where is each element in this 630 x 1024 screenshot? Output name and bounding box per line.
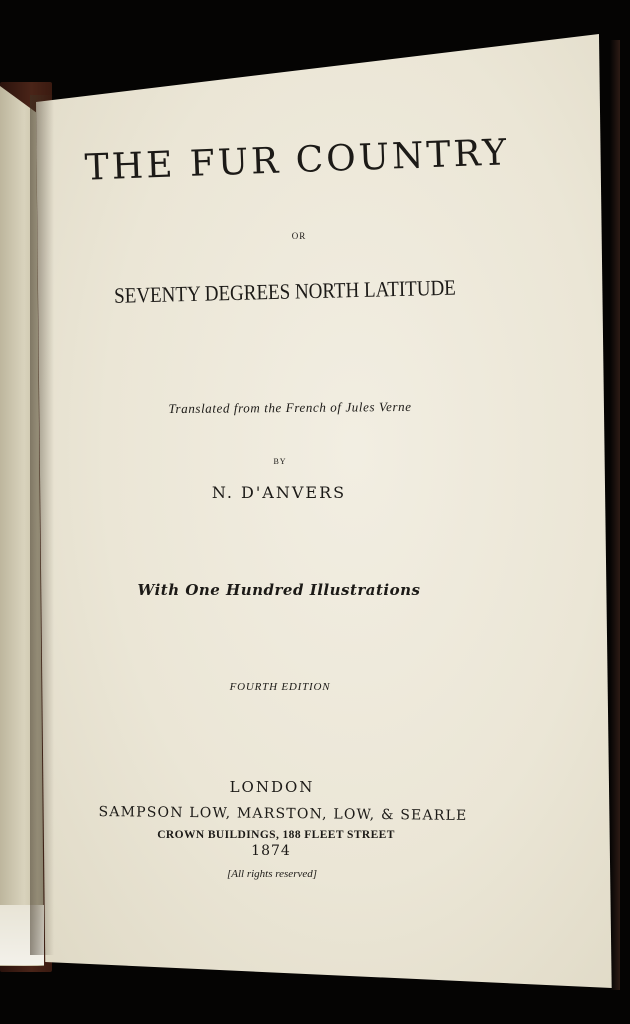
translation-credit: Translated from the French of Jules Verne [168,398,412,417]
publication-year: 1874 [251,843,291,859]
rights-notice: [All rights reserved] [226,868,318,880]
edition-label: FOURTH EDITION [229,681,331,693]
by-connector: BY [273,457,287,466]
publisher-name: SAMPSON LOW, MARSTON, LOW, & SEARLE [98,804,468,824]
page-edge-shadow [610,40,620,990]
publication-city: LONDON [229,778,315,796]
gutter-shadow [30,95,54,955]
or-connector: OR [291,231,307,241]
translator-name: N. D'ANVERS [211,483,347,502]
publisher-address: CROWN BUILDINGS, 188 FLEET STREET [157,829,395,841]
book-title: THE FUR COUNTRY [84,132,510,189]
illustrations-note: With One Hundred Illustrations [137,581,421,599]
book-subtitle: SEVENTY DEGREES NORTH LATITUDE [113,276,457,309]
